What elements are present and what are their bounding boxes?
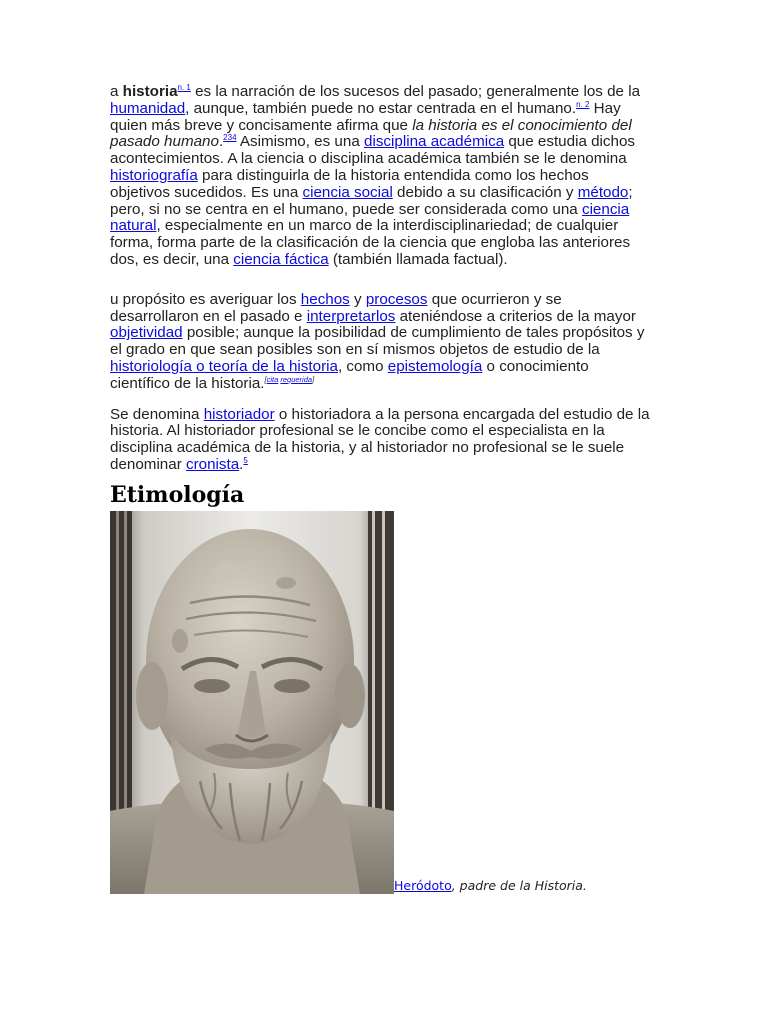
link-ciencia-natural[interactable]: ciencia natural [110, 200, 630, 235]
text-run: . [218, 133, 224, 151]
text-run: . [239, 455, 244, 473]
link-epistemologia[interactable]: epistemología [387, 357, 483, 375]
bold-term: historia [122, 83, 178, 100]
link-historiografia[interactable]: historiografía [110, 166, 198, 184]
section-heading-etimologia: Etimología [110, 481, 245, 508]
figure-caption [394, 879, 587, 893]
text-run: Se denomina [110, 405, 204, 423]
footnote-ref[interactable] [243, 456, 247, 465]
bracket-close: ] [312, 374, 315, 384]
text-run: o historiadora a la persona encargada del estudio de la historia. Al historiador profesional se le concibe como el especialista en la disciplina académica de la historia, y al historiador no profesional se le suele denominar [110, 405, 650, 473]
text-run: debido a su clasificación y [392, 183, 578, 201]
link-historiologia[interactable]: historiología o teoría de la historia [110, 357, 338, 375]
text-run: para distinguirla de la historia entendida como los hechos objetivos sucedidos. Es una [110, 166, 589, 201]
text-run: y [349, 290, 366, 308]
text-run: a [110, 83, 123, 100]
link-objetividad[interactable]: objetividad [110, 324, 183, 342]
text-run: o conocimiento científico de la historia. [110, 357, 589, 392]
link-ciencia-social[interactable]: ciencia social [302, 183, 393, 201]
requerida-link[interactable]: requerida [280, 374, 313, 384]
citation-needed [265, 375, 315, 384]
footnote-link[interactable]: n. 1 [177, 83, 191, 92]
text-run: ateniéndose a criterios de la mayor [395, 307, 636, 325]
text-run: u propósito es averiguar los [110, 290, 301, 308]
caption-text: , padre de la Historia. [451, 877, 587, 893]
paragraph-purpose [110, 292, 652, 393]
text-run: , aunque, también puede no estar centrada en el humano. [185, 99, 577, 117]
link-historiador[interactable]: historiador [203, 405, 275, 423]
text-run: ; pero, si no se centra en el humano, puede ser considerada como una [110, 183, 633, 218]
text-run: (también llamada factual). [328, 250, 508, 268]
footnote-ref[interactable] [576, 100, 589, 109]
text-run: , especialmente en un marco de la interdisciplinariedad; de cualquier forma, forma parte de la clasificación de la ciencia que engloba las anteriores dos, es decir, una [110, 217, 631, 268]
text-run: que ocurrieron y se desarrollaron en el pasado e [110, 290, 562, 325]
text-run: Asimismo, es una [236, 133, 364, 151]
footnote-ref[interactable] [178, 83, 191, 92]
quote-text: la historia es el conocimiento del pasado humano [110, 116, 632, 151]
text-run: que estudia dichos acontecimientos. A la ciencia o disciplina académica también se le denomina [110, 133, 636, 168]
link-interpretarlos[interactable]: interpretarlos [306, 307, 396, 325]
footnote-link[interactable]: 5 [243, 455, 248, 465]
link-metodo[interactable]: método [577, 183, 629, 201]
text-run: posible; aunque la posibilidad de cumplimiento de tales propósitos y el grado en que sean posibles son en sí mismos objetos de estudio de la [110, 324, 645, 359]
link-hechos[interactable]: hechos [300, 290, 350, 308]
footnote-link[interactable]: 234 [223, 133, 237, 143]
text-run: es la narración de los sucesos del pasado; generalmente los de la [190, 83, 641, 100]
link-procesos[interactable]: procesos [365, 290, 428, 308]
link-cronista[interactable]: cronista [185, 455, 240, 473]
cita-link[interactable]: cita [266, 374, 279, 384]
text-run: Hay quien más breve y concisamente afirma que [110, 99, 621, 134]
link-herodoto[interactable]: Heródoto [394, 877, 452, 893]
footnote-ref[interactable] [223, 133, 236, 142]
footnote-link[interactable]: n. 2 [576, 99, 590, 109]
link-disciplina-academica[interactable]: disciplina académica [364, 133, 505, 151]
link-humanidad[interactable]: humanidad [110, 99, 186, 117]
paragraph-definition [110, 84, 652, 269]
link-ciencia-factica[interactable]: ciencia fáctica [233, 250, 329, 268]
figure-herodoto [110, 511, 652, 894]
paragraph-historiador [110, 407, 652, 474]
herodotus-bust-image[interactable] [110, 511, 394, 894]
article-body [110, 84, 652, 894]
bracket-open: [ [264, 374, 267, 384]
text-run: , como [337, 357, 388, 375]
